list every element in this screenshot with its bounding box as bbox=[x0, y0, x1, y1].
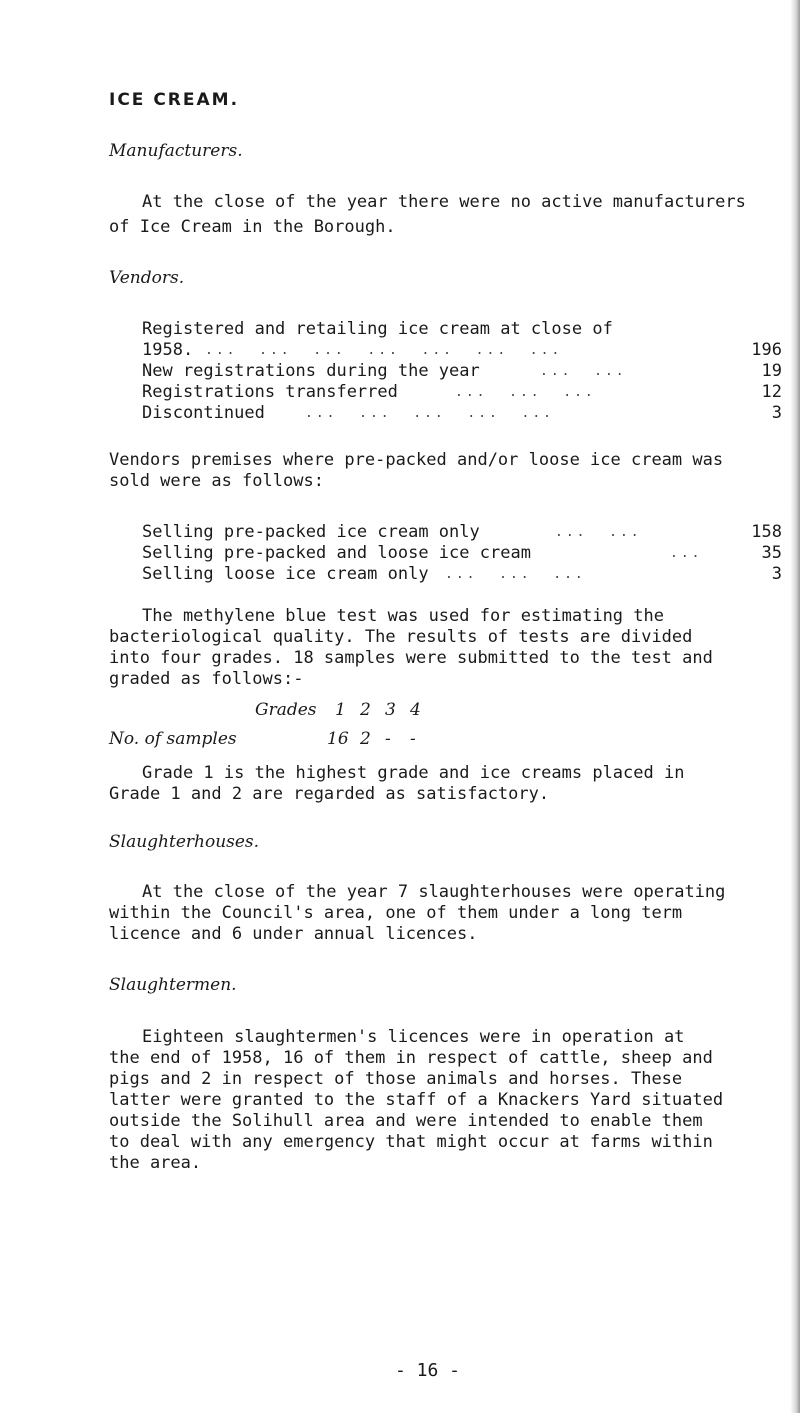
page-heading: ICE CREAM. bbox=[109, 90, 240, 110]
slaughterhouses-text-line: within the Council's area, one of them under a long term bbox=[109, 903, 683, 923]
vendors-row-value: 19 bbox=[761, 361, 782, 381]
test-text-line: The methylene blue test was used for estimating the bbox=[142, 606, 664, 626]
slaughtermen-text-line: pigs and 2 in respect of those animals and horses. These bbox=[109, 1069, 683, 1089]
selling-row-value: 35 bbox=[761, 543, 782, 563]
manufacturers-text-line: of Ice Cream in the Borough. bbox=[109, 217, 396, 237]
vendors-premises-line: Vendors premises where pre-packed and/or loose ice cream was bbox=[109, 450, 724, 470]
grades-label: Grades bbox=[255, 700, 317, 720]
samples-value: 2 bbox=[360, 729, 371, 749]
vendors-row-label: New registrations during the year bbox=[142, 361, 480, 381]
slaughtermen-text-line: latter were granted to the staff of a Knackers Yard situated bbox=[109, 1090, 724, 1110]
leader-dots: ... ... bbox=[540, 364, 627, 379]
slaughtermen-text-line: the end of 1958, 16 of them in respect of cattle, sheep and bbox=[109, 1048, 713, 1068]
grade-text-line: Grade 1 is the highest grade and ice creams placed in bbox=[142, 763, 685, 783]
test-text-line: graded as follows:- bbox=[109, 669, 304, 689]
slaughterhouses-text-line: At the close of the year 7 slaughterhouses were operating bbox=[142, 882, 726, 902]
section-title-vendors: Vendors. bbox=[109, 268, 185, 288]
page-number: - 16 - bbox=[395, 1360, 461, 1381]
leader-dots: ... ... ... ... ... bbox=[305, 406, 555, 421]
vendors-registered-year: 1958. bbox=[142, 340, 194, 360]
selling-row-value: 3 bbox=[771, 564, 782, 584]
samples-value: 16 bbox=[327, 729, 349, 749]
slaughtermen-text-line: to deal with any emergency that might occur at farms within bbox=[109, 1132, 713, 1152]
samples-value: - bbox=[410, 729, 416, 749]
grade-header: 1 bbox=[335, 700, 346, 720]
slaughterhouses-text-line: licence and 6 under annual licences. bbox=[109, 924, 478, 944]
vendors-row-value: 3 bbox=[771, 403, 782, 423]
slaughtermen-text-line: the area. bbox=[109, 1153, 202, 1173]
samples-label: No. of samples bbox=[109, 729, 237, 749]
vendors-premises-line: sold were as follows: bbox=[109, 471, 324, 491]
grade-header: 2 bbox=[360, 700, 371, 720]
grade-header: 3 bbox=[385, 700, 396, 720]
vendors-row-value: 12 bbox=[761, 382, 782, 402]
test-text-line: into four grades. 18 samples were submitted to the test and bbox=[109, 648, 713, 668]
slaughtermen-text-line: Eighteen slaughtermen's licences were in operation at bbox=[142, 1027, 685, 1047]
grade-text-line: Grade 1 and 2 are regarded as satisfactory. bbox=[109, 784, 550, 804]
grade-header: 4 bbox=[410, 700, 421, 720]
test-text-line: bacteriological quality. The results of tests are divided bbox=[109, 627, 693, 647]
section-title-slaughtermen: Slaughtermen. bbox=[109, 975, 237, 995]
selling-row-value: 158 bbox=[751, 522, 782, 542]
vendors-registered-value: 196 bbox=[751, 340, 782, 360]
leader-dots: ... ... ... bbox=[445, 567, 586, 582]
slaughtermen-text-line: outside the Solihull area and were intended to enable them bbox=[109, 1111, 703, 1131]
vendors-registered-line: Registered and retailing ice cream at close of bbox=[142, 319, 613, 339]
leader-dots: ... ... bbox=[555, 525, 642, 540]
vendors-row-label: Registrations transferred bbox=[142, 382, 398, 402]
selling-row-label: Selling loose ice cream only bbox=[142, 564, 429, 584]
leader-dots: ... ... ... ... ... ... ... bbox=[205, 343, 563, 358]
manufacturers-text-line: At the close of the year there were no active manufacturers bbox=[142, 192, 746, 212]
selling-row-label: Selling pre-packed and loose ice cream bbox=[142, 543, 531, 563]
samples-value: - bbox=[385, 729, 391, 749]
section-title-slaughterhouses: Slaughterhouses. bbox=[109, 832, 260, 852]
page-edge-shadow bbox=[790, 0, 800, 1413]
leader-dots: ... bbox=[670, 546, 703, 561]
leader-dots: ... ... ... bbox=[455, 385, 596, 400]
selling-row-label: Selling pre-packed ice cream only bbox=[142, 522, 480, 542]
vendors-row-label: Discontinued bbox=[142, 403, 265, 423]
section-title-manufacturers: Manufacturers. bbox=[109, 141, 243, 161]
